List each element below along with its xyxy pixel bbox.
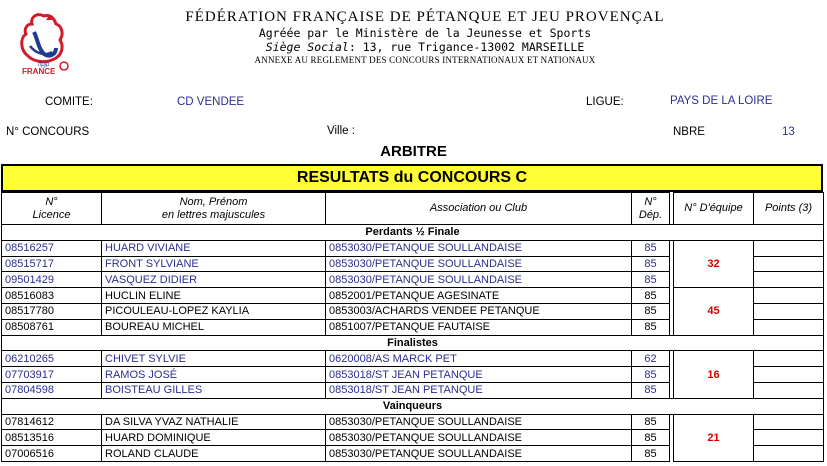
ligue-label: LIGUE: (586, 96, 624, 108)
col-nom: Nom, Prénom en lettres majuscules (102, 193, 326, 225)
licence-cell: 08516257 (2, 240, 102, 256)
points-cell (754, 272, 824, 288)
points-cell (754, 303, 824, 319)
name-cell: BOISTEAU GILLES (102, 382, 326, 398)
siege-value: : 13, rue Trigance-13002 MARSEILLE (348, 40, 585, 54)
club-cell: 0853030/PETANQUE SOULLANDAISE (326, 240, 632, 256)
spacer-cell (670, 256, 674, 272)
spacer-cell (670, 446, 674, 462)
federation-title: FÉDÉRATION FRANÇAISE DE PÉTANQUE ET JEU PROVENÇAL (185, 9, 665, 25)
club-cell: 0853030/PETANQUE SOULLANDAISE (326, 446, 632, 462)
section-header-row (2, 398, 824, 414)
table-row (2, 288, 824, 304)
comite-label: COMITE: (45, 96, 93, 108)
points-cell (754, 256, 824, 272)
club-cell: 0853018/ST JEAN PETANQUE (326, 382, 632, 398)
dep-cell: 85 (632, 414, 670, 430)
licence-cell: 08508761 (2, 319, 102, 335)
logo-small-text: ffpjp (38, 62, 50, 68)
dep-cell: 85 (632, 367, 670, 383)
name-cell: FRONT SYLVIANE (102, 256, 326, 272)
ville-label: Ville : (327, 125, 355, 137)
name-cell: HUARD DOMINIQUE (102, 430, 326, 446)
club-cell: 0851007/PETANQUE FAUTAISE (326, 319, 632, 335)
nbre-value: 13 (782, 126, 795, 138)
name-cell: VASQUEZ DIDIER (102, 272, 326, 288)
club-cell: 0853003/ACHARDS VENDEE PETANQUE (326, 303, 632, 319)
dep-cell: 85 (632, 382, 670, 398)
col-equipe: N° D'équipe (674, 193, 754, 225)
concours-label: N° CONCOURS (6, 126, 90, 138)
licence-cell: 07804598 (2, 382, 102, 398)
ffpjp-logo (16, 10, 74, 76)
points-cell (754, 319, 824, 335)
name-cell: HUARD VIVIANE (102, 240, 326, 256)
points-cell (754, 446, 824, 462)
name-cell: PICOULEAU-LOPEZ KAYLIA (102, 303, 326, 319)
club-cell: 0853018/ST JEAN PETANQUE (326, 367, 632, 383)
dep-cell: 85 (632, 272, 670, 288)
team-number-cell: 16 (674, 351, 754, 398)
logo-text: FRANCE (22, 67, 56, 76)
dep-cell: 85 (632, 446, 670, 462)
points-cell (754, 382, 824, 398)
team-number-cell: 32 (674, 240, 754, 287)
ligue-value: PAYS DE LA LOIRE (670, 95, 773, 107)
club-cell: 0853030/PETANQUE SOULLANDAISE (326, 430, 632, 446)
table-row (2, 240, 824, 256)
points-cell (754, 414, 824, 430)
table-row (2, 414, 824, 430)
points-cell (754, 430, 824, 446)
name-cell: ROLAND CLAUDE (102, 446, 326, 462)
licence-cell: 08516083 (2, 288, 102, 304)
spacer-cell (670, 319, 674, 335)
spacer-cell (670, 430, 674, 446)
results-body (2, 225, 824, 462)
name-cell: RAMOS JOSÉ (102, 367, 326, 383)
dep-cell: 85 (632, 430, 670, 446)
licence-cell: 09501429 (2, 272, 102, 288)
section-header-row (2, 225, 824, 241)
col-points: Points (3) (754, 193, 824, 225)
annexe-line: ANNEXE AU REGLEMENT DES CONCOURS INTERNATIONAUX ET NATIONAUX (254, 55, 596, 65)
col-dep: N° Dép. (632, 193, 670, 225)
name-cell: BOUREAU MICHEL (102, 319, 326, 335)
licence-cell: 07006516 (2, 446, 102, 462)
club-cell: 0853030/PETANQUE SOULLANDAISE (326, 414, 632, 430)
section-title: Perdants ½ Finale (2, 225, 824, 241)
name-cell: HUCLIN ELINE (102, 288, 326, 304)
spacer-cell (670, 382, 674, 398)
agreement-line: Agréée par le Ministère de la Jeunesse et Sports (258, 26, 592, 40)
licence-cell: 07703917 (2, 367, 102, 383)
siege-label: Siège Social (265, 40, 349, 54)
points-cell (754, 288, 824, 304)
siege-line (170, 40, 680, 54)
licence-cell: 08515717 (2, 256, 102, 272)
points-cell (754, 351, 824, 367)
col-licence: N° Licence (2, 193, 102, 225)
spacer-cell (670, 303, 674, 319)
comite-value: CD VENDEE (177, 96, 245, 108)
dep-cell: 85 (632, 240, 670, 256)
document-header (170, 8, 680, 67)
points-cell (754, 240, 824, 256)
licence-cell: 08517780 (2, 303, 102, 319)
section-header-row (2, 335, 824, 351)
rooster-logo-icon (16, 10, 74, 76)
club-cell: 0853030/PETANQUE SOULLANDAISE (326, 272, 632, 288)
table-row (2, 351, 824, 367)
club-cell: 0852001/PETANQUE AGESINATE (326, 288, 632, 304)
col-club: Association ou Club (326, 193, 632, 225)
results-table (1, 192, 824, 462)
team-number-cell: 21 (674, 414, 754, 461)
dep-cell: 85 (632, 319, 670, 335)
spacer-cell (670, 367, 674, 383)
spacer-cell (670, 272, 674, 288)
points-cell (754, 367, 824, 383)
club-cell: 0620008/AS MARCK PET (326, 351, 632, 367)
section-title: Vainqueurs (2, 398, 824, 414)
nbre-label: NBRE (673, 126, 705, 138)
name-cell: DA SILVA YVAZ NATHALIE (102, 414, 326, 430)
results-banner: RESULTATS du CONCOURS C (1, 164, 823, 192)
licence-cell: 06210265 (2, 351, 102, 367)
dep-cell: 62 (632, 351, 670, 367)
licence-cell: 07814612 (2, 414, 102, 430)
dep-cell: 85 (632, 288, 670, 304)
licence-cell: 08513516 (2, 430, 102, 446)
club-cell: 0853030/PETANQUE SOULLANDAISE (326, 256, 632, 272)
table-header-row (2, 193, 824, 225)
dep-cell: 85 (632, 256, 670, 272)
dep-cell: 85 (632, 303, 670, 319)
section-title: Finalistes (2, 335, 824, 351)
name-cell: CHIVET SYLVIE (102, 351, 326, 367)
arbitre-title: ARBITRE (380, 143, 447, 160)
team-number-cell: 45 (674, 288, 754, 335)
